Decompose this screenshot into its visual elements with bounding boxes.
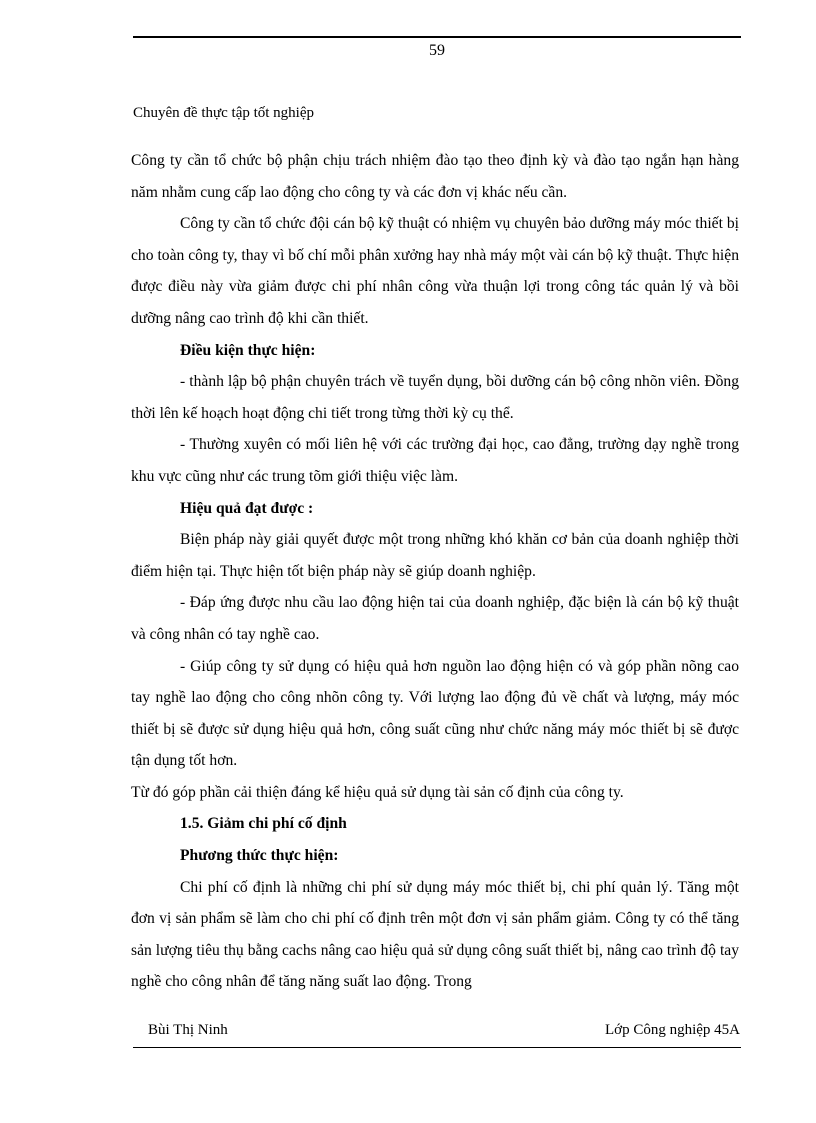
subheading-method: Phương thức thực hiện: [180,847,339,865]
list-item: - thành lập bộ phận chuyên trách về tuyển dụng, bồi dưỡng cán bộ công nhõn viên. Đồng thời lên kế hoạch hoạt động chi tiết trong từng thời kỳ cụ thể. [131,373,739,422]
paragraph: Công ty cần tổ chức đội cán bộ kỹ thuật có nhiệm vụ chuyên bảo dưỡng máy móc thiết bị cho toàn công ty, thay vì bố chí mỗi phân xưởng hay nhà máy một vài cán bộ kỹ thuật. Thực hiện được điều này vừa giảm được chi phí nhân công vừa thuận lợi trong công tác quản lý và bồi dưỡng nâng cao trình độ khi cần thiết. [131,215,739,327]
subheading-results: Hiệu quả đạt được : [180,499,314,517]
list-item: - Giúp công ty sử dụng có hiệu quả hơn nguồn lao động hiện có và góp phần nõng cao tay nghề lao động cho công nhõn công ty. Với lượng lao động đủ về chất và lượng, máy móc thiết bị sẽ được sử dụng hiệu quả hơn, công suất cũng như chức năng máy móc thiết bị sẽ được tận dụng tốt hơn. [131,657,739,770]
section-heading: 1.5. Giảm chi phí cố định [180,815,347,833]
footer-author: Bùi Thị Ninh [148,1022,228,1038]
subheading-conditions: Điều kiện thực hiện: [180,341,316,359]
list-item: - Thường xuyên có mối liên hệ với các trường đại học, cao đẳng, trường dạy nghề trong khu vực cũng như các trung tõm giới thiệu việc làm. [131,436,739,485]
footer-class: Lớp Công nghiệp 45A [604,1022,740,1038]
page-number: 59 [429,42,445,59]
header-rule [133,36,741,38]
body-text [131,145,739,998]
running-title: Chuyên đề thực tập tốt nghiệp [133,105,315,121]
paragraph: Chi phí cố định là những chi phí sử dụng máy móc thiết bị, chi phí quản lý. Tăng một đơn vị sản phẩm sẽ làm cho chi phí cố định trên một đơn vị sản phẩm giảm. Công ty có thể tăng sản lượng tiêu thụ bằng cachs nâng cao hiệu quả sử dụng công suất thiết bị, nâng cao trình độ tay nghề cho công nhân để tăng năng suất lao động. Trong [131,878,739,991]
paragraph: Biện pháp này giải quyết được một trong những khó khăn cơ bản của doanh nghiệp thời điểm hiện tại. Thực hiện tốt biện pháp này sẽ giúp doanh nghiệp. [131,531,739,580]
paragraph: Công ty cần tổ chức bộ phận chịu trách nhiệm đào tạo theo định kỳ và đào tạo ngắn hạn hàng năm nhằm cung cấp lao động cho công ty và các đơn vị khác nếu cần. [131,152,739,201]
paragraph: Từ đó góp phần cải thiện đáng kể hiệu quả sử dụng tài sản cố định của công ty. [131,783,624,801]
list-item: - Đáp ứng được nhu cầu lao động hiện tai của doanh nghiệp, đặc biện là cán bộ kỹ thuật và công nhân có tay nghề cao. [131,594,739,643]
footer-rule [133,1047,741,1048]
